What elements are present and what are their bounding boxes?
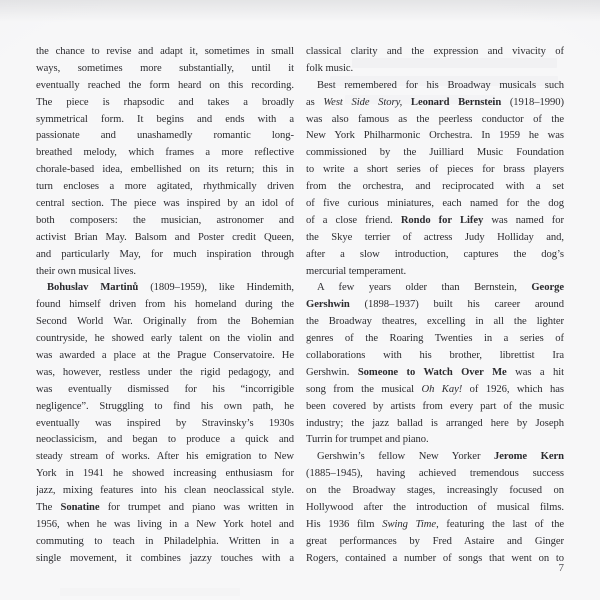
text-line: A few years older than Bernstein, George [317, 282, 564, 294]
text-column-right [306, 44, 564, 568]
text-line: commuting to teach in Philadelphia. Written in a [36, 535, 294, 547]
text-line: eventually was inspired by Stravinsky’s 1930s [36, 417, 294, 429]
text-line: countryside, he showed early talent on the violin and [36, 333, 294, 345]
text-line: great performances by Fred Astaire and Ginger [306, 535, 564, 547]
text-columns [36, 44, 564, 568]
text-line: found himself driven from his homeland during the [36, 299, 294, 311]
text-line: folk music. [306, 62, 354, 74]
text-line: and particularly May, for much inspiration through [36, 248, 294, 260]
text-line: Rogers, contained a number of songs that went on to [306, 552, 564, 564]
text-line: the Broadway theatres, excelling in all the lighter [306, 316, 564, 328]
text-line: after a slow introduction, captures the dog’s [306, 248, 564, 260]
page-top-shadow [0, 0, 600, 22]
text-line: to write a short series of pieces for brass players [306, 164, 564, 176]
text-line: His 1936 film Swing Time, featuring the last of the [306, 518, 564, 530]
text-line: Second World War. Originally from the Bohemian [36, 316, 294, 328]
text-line: (1885–1945), having achieved tremendous success [306, 468, 564, 480]
text-line: chorale-based idea, embellished on its return; this in [36, 164, 294, 176]
text-line: classical clarity and the expression and vivacity of [306, 46, 564, 57]
text-line: Bohuslav Martinů (1809–1959), like Hindemith, [47, 282, 294, 294]
text-line: New York Philharmonic Orchestra. In 1959 he was [306, 130, 564, 142]
text-line: The Sonatine for trumpet and piano was written in [36, 502, 294, 514]
text-line: song from the musical Oh Kay! of 1926, which has [306, 383, 564, 395]
text-line: Gershwin (1898–1937) built his career around [306, 299, 564, 311]
text-line: Hollywood after the introduction of musical films. [306, 502, 564, 514]
text-line: activist Brian May. Balsom and Poster credit Queen, [36, 231, 294, 243]
text-line: was also famous as the peerless conductor of the [306, 113, 564, 125]
text-line: of a close friend. Rondo for Lifey was named for [306, 214, 564, 226]
text-line: commissioned by the Juilliard Music Foundation [306, 147, 564, 159]
text-line: central section. The piece was inspired by an idol of [36, 198, 294, 210]
text-line: passionate and unashamedly romantic long- [36, 130, 294, 142]
text-line: their own musical lives. [36, 265, 137, 277]
text-line: both composers: the musician, astronomer and [36, 214, 294, 226]
text-line: Turrin for trumpet and piano. [306, 434, 429, 446]
text-line: negligence”. Struggling to find his own path, he [36, 400, 294, 412]
text-line: of five curious miniatures, each named for the dog [306, 198, 564, 210]
text-line: neoclassicism, and began to produce a quick and [36, 434, 294, 446]
bleed-through-artifact [60, 588, 240, 596]
text-line: genres of the Roaring Twenties in a series of [306, 333, 564, 345]
text-line: industry; the jazz ballad is arranged here by Joseph [306, 417, 564, 429]
page-number: 7 [558, 562, 564, 574]
text-line: single movement, it combines jazzy touches with a [36, 552, 294, 564]
text-column-left [36, 44, 294, 568]
text-line: turn encloses a more agitated, rhythmically driven [36, 181, 294, 193]
text-line: was, however, restless under the rigid pedagogy, and [36, 366, 294, 378]
text-line: Best remembered for his Broadway musicals such [317, 79, 564, 91]
text-line: Gershwin. Someone to Watch Over Me was a hit [306, 366, 564, 378]
text-line: Gershwin’s fellow New Yorker Jerome Kern [317, 451, 564, 463]
text-line: eventually reached the form heard on this recording. [36, 79, 294, 91]
text-line: breathed melody, which frames a more reflective [36, 147, 294, 159]
text-line: the chance to revise and adapt it, sometimes in small [36, 46, 294, 57]
text-line: the Skye terrier of actress Judy Holliday and, [306, 231, 564, 243]
text-line: from the orchestra, and reciprocated with a set [306, 181, 564, 193]
text-line: as West Side Story, Leonard Bernstein (1918–1990) [306, 96, 564, 108]
text-line: was eventually dismissed for his “incorrigible [36, 383, 294, 395]
text-line: jazz, mixing features into his clean neoclassical style. [36, 485, 294, 497]
text-line: was awarded a place at the Prague Conservatoire. He [36, 350, 294, 362]
text-line: The piece is rhapsodic and takes a broadly [36, 96, 294, 108]
text-line: collaborations with his brother, librettist Ira [306, 350, 564, 362]
text-line: symmetrical form. It begins and ends with a [36, 113, 294, 125]
text-line: been covered by artists from every part of the music [306, 400, 564, 412]
text-line: 1956, when he was living in a New York hotel and [36, 518, 294, 530]
text-line: on the Broadway stages, increasingly focused on [306, 485, 564, 497]
text-line: steady stream of works. After his emigration to New [36, 451, 294, 463]
text-line: York in 1941 he showed increasing enthusiasm for [36, 468, 294, 480]
text-line: mercurial temperament. [306, 265, 407, 277]
text-line: ways, sometimes more substantially, until it [36, 62, 294, 74]
